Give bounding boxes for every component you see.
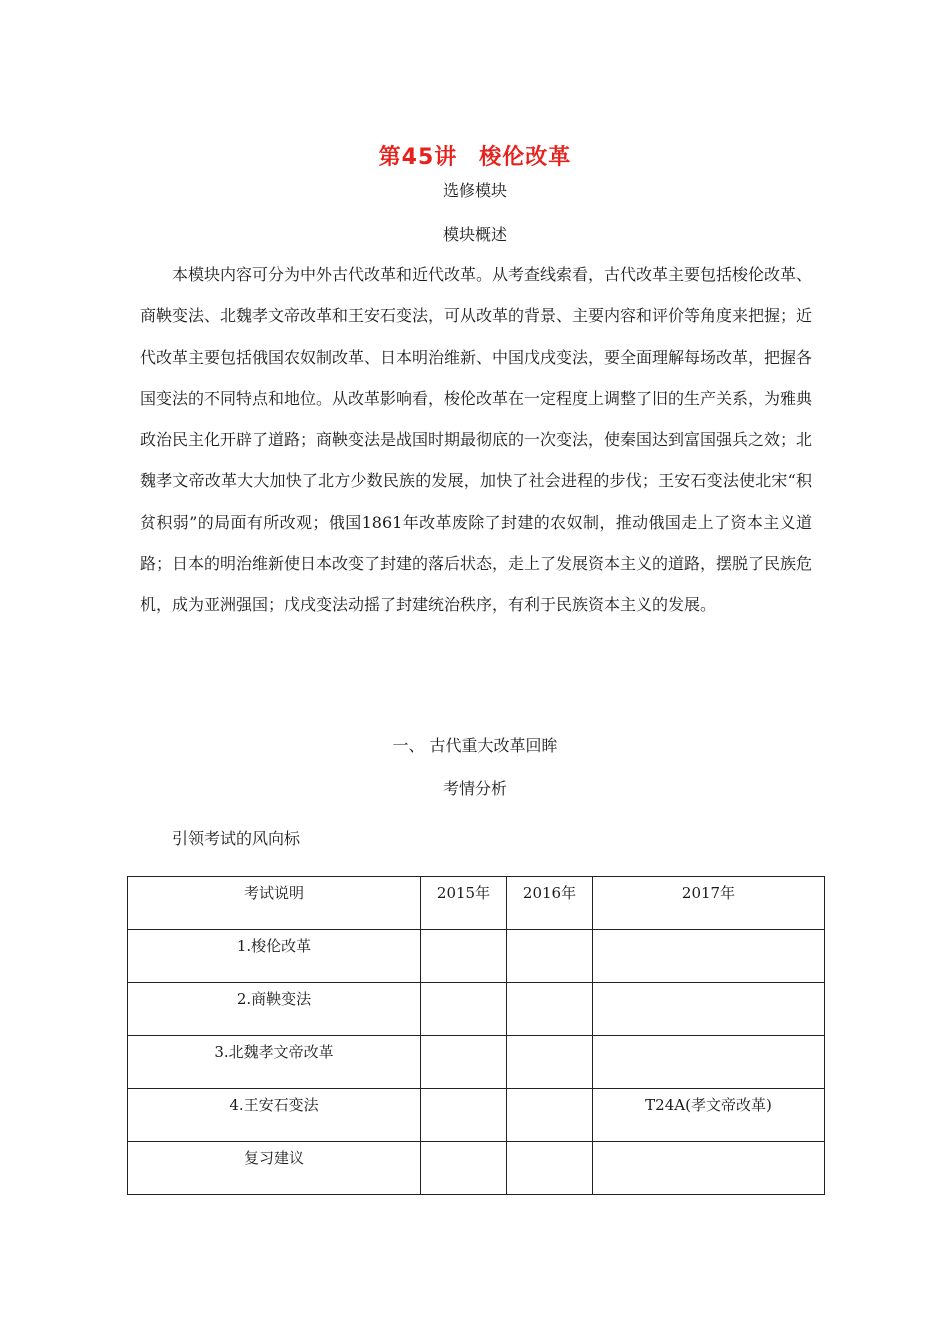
table-cell (593, 1036, 825, 1089)
table-row (128, 1089, 825, 1142)
overview-paragraph: 本模块内容可分为中外古代改革和近代改革。从考查线索看，古代改革主要包括梭伦改革、商鞅变法、北魏孝文帝改革和王安石变法，可从改革的背景、主要内容和评价等角度来把握；近代改革主要包括俄国农奴制改革、日本明治维新、中国戊戌变法，要全面理解每场改革，把握各国变法的不同特点和地位。从改革影响看，梭伦改革在一定程度上调整了旧的生产关系，为雅典政治民主化开辟了道路；商鞅变法是战国时期最彻底的一次变法，使秦国达到富国强兵之效；北魏孝文帝改革大大加快了北方少数民族的发展，加快了社会进程的步伐；王安石变法使北宋“积贫积弱”的局面有所改观；俄国1861年改革废除了封建的农奴制，推动俄国走上了资本主义道路；日本的明治维新使日本改变了封建的落后状态，走上了发展资本主义的道路，摆脱了民族危机，成为亚洲强国；戊戌变法动摇了封建统治秩序，有利于民族资本主义的发展。 (140, 265, 813, 615)
table-cell: 复习建议 (128, 1142, 421, 1195)
table-cell (507, 930, 593, 983)
table-row (128, 1142, 825, 1195)
table-cell (593, 1142, 825, 1195)
title-topic: 梭伦改革 (479, 145, 572, 170)
table-cell (507, 1089, 593, 1142)
table-row (128, 1036, 825, 1089)
table-header-row (128, 877, 825, 930)
table-cell: 2.商鞅变法 (128, 983, 421, 1036)
table-cell (421, 1089, 507, 1142)
header-cell: 2016年 (507, 877, 593, 930)
table-lead-text: 引领考试的风向标 (172, 829, 301, 848)
table-cell (421, 1036, 507, 1089)
table-cell (421, 983, 507, 1036)
table-row (128, 983, 825, 1036)
module-label: 选修模块 (442, 181, 507, 200)
table-cell (507, 1142, 593, 1195)
header-cell: 2017年 (593, 877, 825, 930)
table-cell (593, 930, 825, 983)
page-title (0, 140, 950, 171)
table-cell: 3.北魏孝文帝改革 (128, 1036, 421, 1089)
table-row (128, 930, 825, 983)
table-cell (421, 930, 507, 983)
header-cell: 2015年 (421, 877, 507, 930)
header-cell: 考试说明 (128, 877, 421, 930)
overview-heading: 模块概述 (442, 225, 507, 244)
analysis-heading: 考情分析 (442, 779, 507, 798)
table-cell (507, 983, 593, 1036)
table-cell: 4.王安石变法 (128, 1089, 421, 1142)
table-cell (507, 1036, 593, 1089)
exam-table (127, 876, 825, 1195)
section-heading: 一、 古代重大改革回眸 (392, 736, 558, 755)
table-cell (593, 983, 825, 1036)
table-cell (421, 1142, 507, 1195)
table-cell: T24A(孝文帝改革) (593, 1089, 825, 1142)
table-cell: 1.梭伦改革 (128, 930, 421, 983)
title-lecture-number: 第45讲 (378, 145, 458, 170)
